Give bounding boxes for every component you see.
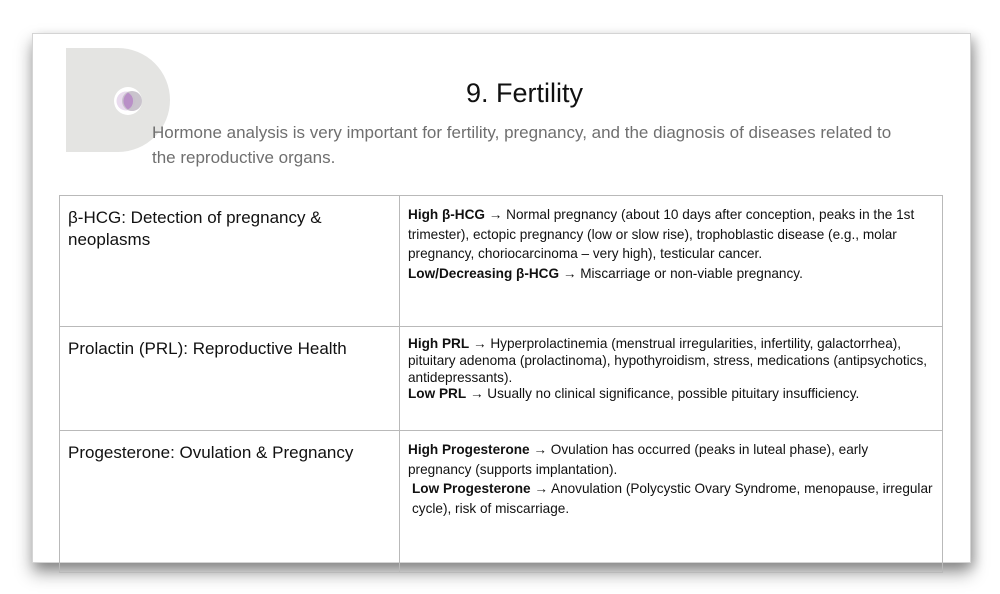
hormone-description — [400, 196, 943, 327]
slide-subtitle: Hormone analysis is very important for fertility, pregnancy, and the diagnosis of diseases related to the reproductive organs. — [152, 123, 892, 167]
high-label: High PRL — [408, 336, 470, 351]
hormone-name: Prolactin (PRL): Reproductive Health — [60, 327, 400, 431]
low-text: → Usually no clinical significance, possible pituitary insufficiency. — [469, 386, 860, 402]
high-finding — [408, 440, 934, 479]
table-row-progesterone — [60, 431, 943, 573]
hormone-name: Progesterone: Ovulation & Pregnancy — [60, 431, 400, 573]
hormone-table — [59, 195, 943, 573]
table-row-prl — [60, 327, 943, 431]
low-finding — [408, 386, 934, 403]
slide — [32, 33, 971, 563]
hormone-description — [400, 327, 943, 431]
hormone-description — [400, 431, 943, 573]
low-finding — [408, 264, 934, 284]
high-text: → Ovulation has occurred (peaks in luteal phase), early pregnancy (supports implantation). — [408, 442, 869, 477]
high-label: High β-HCG — [408, 207, 486, 222]
high-finding — [408, 336, 934, 386]
high-text: → Hyperprolactinemia (menstrual irregularities, infertility, galactorrhea), pituitary adenoma (prolactinoma), hypothyroidism, stress, medications (antipsychotics, antidepressants). — [408, 336, 928, 385]
table-row-hcg — [60, 196, 943, 327]
high-label: High Progesterone — [408, 442, 530, 457]
low-finding — [408, 479, 934, 518]
high-text: → Normal pregnancy (about 10 days after conception, peaks in the 1st trimester), ectopic pregnancy (low or slow rise), trophoblastic disease (e.g., molar pregnancy, choriocarcinoma – very high), testicular cancer. — [408, 207, 915, 262]
slide-title: 9. Fertility — [465, 78, 584, 108]
low-label: Low Progesterone — [412, 481, 531, 497]
low-label: Low PRL — [408, 386, 467, 402]
low-label: Low/Decreasing β-HCG — [408, 266, 560, 282]
low-text: → Miscarriage or non-viable pregnancy. — [562, 266, 803, 282]
low-text: → Anovulation (Polycystic Ovary Syndrome, menopause, irregular cycle), risk of miscarriage. — [412, 481, 933, 517]
hormone-name: β-HCG: Detection of pregnancy & neoplasms — [60, 196, 400, 327]
high-finding — [408, 205, 934, 264]
